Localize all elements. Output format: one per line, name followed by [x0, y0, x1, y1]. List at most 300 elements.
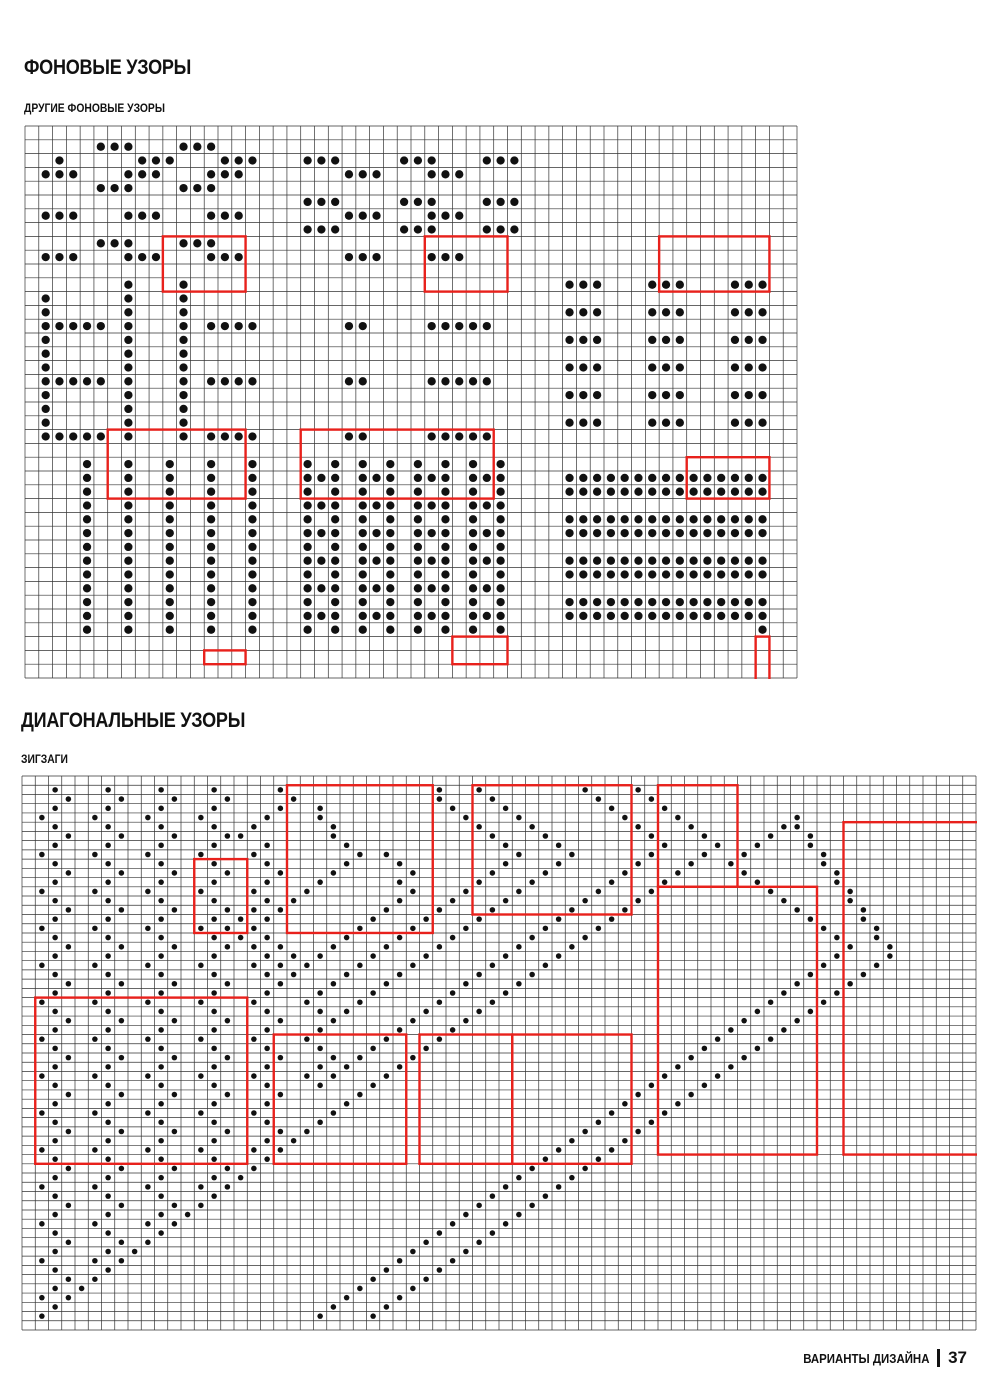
pattern-dot: [124, 515, 132, 523]
pattern-dot: [248, 377, 256, 385]
pattern-dot: [463, 1249, 469, 1255]
pattern-dot: [291, 796, 297, 802]
pattern-dot: [158, 879, 164, 885]
grid-lines: [25, 126, 797, 678]
pattern-dot: [414, 501, 422, 509]
pattern-dot: [225, 870, 231, 876]
pattern-dot: [39, 1110, 45, 1116]
pattern-dot: [251, 852, 257, 858]
pattern-dot: [702, 833, 708, 839]
pattern-dot: [455, 432, 463, 440]
pattern-dot: [172, 944, 178, 950]
pattern-dot: [483, 156, 491, 164]
pattern-dot: [437, 1267, 443, 1273]
pattern-dot: [386, 570, 394, 578]
pattern-dot: [703, 529, 711, 537]
pattern-dot: [42, 363, 50, 371]
pattern-dot: [397, 879, 403, 885]
pattern-dot: [483, 377, 491, 385]
pattern-dot: [166, 598, 174, 606]
pattern-dot: [490, 999, 496, 1005]
pattern-dot: [52, 1249, 58, 1255]
pattern-dot: [386, 543, 394, 551]
pattern-dot: [83, 626, 91, 634]
pattern-dot: [158, 1046, 164, 1052]
pattern-dot: [689, 488, 697, 496]
pattern-dot: [55, 432, 63, 440]
pattern-dot: [543, 1193, 549, 1199]
pattern-dot: [331, 944, 337, 950]
pattern-dot: [372, 170, 380, 178]
pattern-dot: [649, 796, 655, 802]
pattern-dot: [874, 935, 880, 941]
pattern-dot: [179, 281, 187, 289]
pattern-dot: [717, 474, 725, 482]
pattern-dot: [251, 907, 257, 913]
pattern-dot: [386, 612, 394, 620]
pattern-dot: [251, 1073, 257, 1079]
pattern-dot: [92, 999, 98, 1005]
pattern-dot: [543, 833, 549, 839]
pattern-dot: [359, 474, 367, 482]
pattern-dot: [264, 879, 270, 885]
pattern-dot: [211, 1101, 217, 1107]
pattern-dot: [264, 1009, 270, 1015]
pattern-dot: [331, 225, 339, 233]
pattern-dot: [731, 529, 739, 537]
pattern-dot: [441, 322, 449, 330]
pattern-dot: [516, 852, 522, 858]
pattern-dot: [662, 391, 670, 399]
pattern-dot: [428, 474, 436, 482]
pattern-dot: [758, 570, 766, 578]
pattern-dot: [251, 1166, 257, 1172]
pattern-dot: [119, 870, 125, 876]
pattern-dot: [345, 212, 353, 220]
pattern-dot: [211, 824, 217, 830]
pattern-dot: [593, 336, 601, 344]
pattern-dot: [758, 557, 766, 565]
pattern-dot: [52, 787, 58, 793]
pattern-dot: [166, 501, 174, 509]
pattern-dot: [607, 612, 615, 620]
pattern-dot: [414, 474, 422, 482]
pattern-dot: [428, 170, 436, 178]
pattern-dot: [331, 488, 339, 496]
pattern-dot: [105, 879, 111, 885]
pattern-dot: [676, 598, 684, 606]
pattern-dot: [110, 239, 118, 247]
pattern-dot: [331, 543, 339, 551]
pattern-dot: [83, 570, 91, 578]
pattern-dot: [386, 474, 394, 482]
pattern-dot: [317, 198, 325, 206]
pattern-dot: [410, 1249, 416, 1255]
pattern-dot: [384, 1304, 390, 1310]
pattern-dot: [450, 806, 456, 812]
pattern-dot: [609, 1110, 615, 1116]
pattern-dot: [556, 842, 562, 848]
pattern-dot: [441, 584, 449, 592]
pattern-dot: [808, 916, 814, 922]
pattern-dot: [579, 488, 587, 496]
pattern-dot: [359, 612, 367, 620]
pattern-dot: [198, 1036, 204, 1042]
pattern-dot: [251, 1036, 257, 1042]
pattern-dot: [834, 935, 840, 941]
pattern-dot: [179, 405, 187, 413]
pattern-dot: [225, 926, 231, 932]
pattern-dot: [370, 1276, 376, 1282]
pattern-dot: [579, 281, 587, 289]
pattern-dot: [124, 488, 132, 496]
pattern-dot: [235, 322, 243, 330]
pattern-dot: [622, 870, 628, 876]
pattern-dot: [758, 529, 766, 537]
pattern-dot: [662, 336, 670, 344]
pattern-dot: [105, 1046, 111, 1052]
pattern-dot: [235, 156, 243, 164]
pattern-dot: [503, 898, 509, 904]
pattern-dot: [821, 852, 827, 858]
pattern-dot: [248, 612, 256, 620]
pattern-dot: [39, 999, 45, 1005]
pattern-dot: [138, 170, 146, 178]
pattern-dot: [635, 824, 641, 830]
pattern-dot: [124, 460, 132, 468]
pattern-dot: [384, 944, 390, 950]
pattern-dot: [372, 557, 380, 565]
pattern-dot: [607, 529, 615, 537]
pattern-dot: [235, 377, 243, 385]
pattern-dot: [428, 584, 436, 592]
pattern-dot: [437, 999, 443, 1005]
pattern-dot: [66, 1166, 72, 1172]
pattern-dot: [648, 515, 656, 523]
pattern-dot: [304, 1129, 310, 1135]
pattern-dot: [469, 488, 477, 496]
pattern-dot: [66, 1240, 72, 1246]
pattern-dot: [794, 1018, 800, 1024]
pattern-dot: [662, 612, 670, 620]
pattern-dot: [132, 1249, 138, 1255]
pattern-dot: [55, 156, 63, 164]
pattern-dot: [235, 432, 243, 440]
pattern-dot: [145, 1036, 151, 1042]
pattern-dot: [386, 598, 394, 606]
pattern-dot: [179, 432, 187, 440]
pattern-dot: [414, 529, 422, 537]
pattern-dot: [635, 1092, 641, 1098]
pattern-dot: [410, 1018, 416, 1024]
pattern-dot: [372, 529, 380, 537]
pattern-dot: [278, 981, 284, 987]
pattern-dot: [278, 944, 284, 950]
pattern-dot: [359, 377, 367, 385]
pattern-dot: [579, 557, 587, 565]
pattern-dot: [105, 1027, 111, 1033]
pattern-dot: [428, 612, 436, 620]
pattern-dot: [105, 1138, 111, 1144]
pattern-dot: [317, 156, 325, 164]
pattern-dot: [649, 889, 655, 895]
pattern-dot: [731, 488, 739, 496]
pattern-dot: [52, 861, 58, 867]
pattern-dot: [428, 501, 436, 509]
pattern-dot: [119, 1129, 125, 1135]
pattern-dot: [317, 225, 325, 233]
pattern-dot: [124, 377, 132, 385]
pattern-dot: [303, 501, 311, 509]
pattern-dot: [92, 963, 98, 969]
pattern-dot: [469, 626, 477, 634]
pattern-dot: [414, 612, 422, 620]
pattern-dot: [105, 1249, 111, 1255]
pattern-dot: [344, 842, 350, 848]
pattern-dot: [469, 529, 477, 537]
pattern-dot: [569, 1138, 575, 1144]
pattern-dot: [42, 391, 50, 399]
pattern-dot: [166, 529, 174, 537]
pattern-dot: [124, 391, 132, 399]
pattern-dot: [410, 870, 416, 876]
pattern-dot: [124, 529, 132, 537]
pattern-dot: [410, 1286, 416, 1292]
pattern-dot: [172, 981, 178, 987]
pattern-repeat-box: [756, 637, 770, 679]
pattern-dot: [39, 1221, 45, 1227]
pattern-dot: [238, 1175, 244, 1181]
pattern-dot: [758, 598, 766, 606]
pattern-dot: [634, 598, 642, 606]
pattern-dot: [372, 501, 380, 509]
pattern-dot: [264, 861, 270, 867]
pattern-dot: [469, 322, 477, 330]
pattern-dot: [496, 198, 504, 206]
pattern-dot: [124, 474, 132, 482]
pattern-dot: [317, 879, 323, 885]
pattern-dot: [621, 488, 629, 496]
pattern-dot: [423, 1046, 429, 1052]
pattern-dot: [179, 184, 187, 192]
pattern-dot: [124, 419, 132, 427]
pattern-dot: [166, 543, 174, 551]
pattern-dot: [145, 1073, 151, 1079]
pattern-dot: [207, 543, 215, 551]
pattern-dot: [441, 488, 449, 496]
pattern-dot: [717, 570, 725, 578]
pattern-dot: [278, 1147, 284, 1153]
pattern-dot: [211, 916, 217, 922]
pattern-dot: [278, 870, 284, 876]
pattern-dot: [198, 815, 204, 821]
pattern-dot: [357, 1286, 363, 1292]
section-subtitle-zigzag: ЗИГЗАГИ: [21, 752, 68, 766]
pattern-dot: [634, 557, 642, 565]
pattern-dot: [278, 787, 284, 793]
pattern-dot: [55, 377, 63, 385]
pattern-dot: [414, 584, 422, 592]
pattern-dot: [207, 322, 215, 330]
pattern-dot: [303, 529, 311, 537]
pattern-dot: [69, 322, 77, 330]
pattern-dot: [634, 570, 642, 578]
pattern-dot: [152, 253, 160, 261]
pattern-dot: [441, 212, 449, 220]
pattern-dot: [483, 322, 491, 330]
pattern-dot: [496, 557, 504, 565]
pattern-dot: [662, 557, 670, 565]
pattern-dot: [450, 1027, 456, 1033]
pattern-dot: [291, 1138, 297, 1144]
pattern-dot: [441, 432, 449, 440]
pattern-dot: [662, 488, 670, 496]
section-subtitle-background: ДРУГИЕ ФОНОВЫЕ УЗОРЫ: [24, 101, 165, 115]
pattern-dot: [648, 570, 656, 578]
pattern-dot: [847, 889, 853, 895]
pattern-dot: [731, 515, 739, 523]
pattern-dot: [596, 889, 602, 895]
pattern-dot: [593, 488, 601, 496]
pattern-dot: [248, 557, 256, 565]
pattern-dot: [69, 212, 77, 220]
pattern-dot: [745, 488, 753, 496]
pattern-dot: [198, 1110, 204, 1116]
pattern-dot: [211, 806, 217, 812]
pattern-dot: [621, 598, 629, 606]
pattern-dot: [211, 787, 217, 793]
pattern-dot: [66, 796, 72, 802]
pattern-dot: [510, 156, 518, 164]
pattern-dot: [455, 377, 463, 385]
pattern-dot: [166, 626, 174, 634]
pattern-dot: [414, 225, 422, 233]
pattern-dot: [490, 1193, 496, 1199]
pattern-dot: [42, 350, 50, 358]
pattern-dot: [758, 308, 766, 316]
pattern-dot: [768, 1036, 774, 1042]
pattern-dot: [593, 515, 601, 523]
pattern-dot: [731, 557, 739, 565]
pattern-dot: [556, 1184, 562, 1190]
pattern-dot: [344, 972, 350, 978]
pattern-dot: [768, 889, 774, 895]
pattern-dot: [634, 529, 642, 537]
pattern-dot: [357, 1092, 363, 1098]
pattern-dot: [66, 1295, 72, 1301]
pattern-dot: [758, 626, 766, 634]
pattern-dot: [441, 501, 449, 509]
pattern-dot: [662, 1110, 668, 1116]
pattern-dot: [556, 916, 562, 922]
pattern-dot: [119, 1258, 125, 1264]
pattern-dot: [386, 584, 394, 592]
pattern-dot: [179, 239, 187, 247]
pattern-dot: [483, 225, 491, 233]
pattern-dot: [145, 1110, 151, 1116]
pattern-dot: [441, 543, 449, 551]
pattern-dot: [565, 419, 573, 427]
pattern-dot: [52, 1212, 58, 1218]
pattern-dot: [516, 1212, 522, 1218]
pattern-dot: [676, 308, 684, 316]
pattern-dot: [317, 1064, 323, 1070]
pattern-dot: [808, 972, 814, 978]
pattern-dot: [483, 432, 491, 440]
pattern-dot: [469, 432, 477, 440]
pattern-dot: [503, 1184, 509, 1190]
pattern-dot: [621, 557, 629, 565]
pattern-dot: [97, 184, 105, 192]
pattern-dot: [211, 1119, 217, 1125]
pattern-dot: [105, 1009, 111, 1015]
pattern-dot: [469, 377, 477, 385]
pattern-dot: [556, 1147, 562, 1153]
pattern-dot: [423, 953, 429, 959]
pattern-dot: [83, 501, 91, 509]
pattern-dot: [648, 308, 656, 316]
pattern-dot: [414, 198, 422, 206]
pattern-dot: [211, 1138, 217, 1144]
pattern-dot: [105, 898, 111, 904]
pattern-dot: [145, 1184, 151, 1190]
pattern-dot: [83, 584, 91, 592]
pattern-dot: [741, 852, 747, 858]
pattern-dot: [496, 543, 504, 551]
pattern-dot: [607, 557, 615, 565]
pattern-dot: [248, 543, 256, 551]
pattern-dot: [207, 501, 215, 509]
pattern-dot: [702, 1046, 708, 1052]
pattern-dot: [158, 1212, 164, 1218]
pattern-dot: [331, 1055, 337, 1061]
pattern-dot: [437, 1036, 443, 1042]
pattern-dot: [607, 598, 615, 606]
pattern-dot: [69, 432, 77, 440]
pattern-dot: [303, 488, 311, 496]
pattern-dot: [92, 1184, 98, 1190]
pattern-dot: [609, 1147, 615, 1153]
pattern-dot: [622, 815, 628, 821]
pattern-dot: [469, 501, 477, 509]
pattern-dot: [124, 626, 132, 634]
background-patterns-grid: [24, 125, 798, 679]
pattern-dot: [596, 796, 602, 802]
pattern-dot: [52, 1046, 58, 1052]
pattern-dot: [715, 1036, 721, 1042]
pattern-dot: [648, 612, 656, 620]
pattern-dot: [145, 1240, 151, 1246]
pattern-dot: [414, 626, 422, 634]
pattern-dot: [207, 143, 215, 151]
pattern-dot: [463, 1018, 469, 1024]
pattern-dot: [52, 935, 58, 941]
pattern-dot: [97, 239, 105, 247]
pattern-dot: [105, 787, 111, 793]
pattern-dot: [331, 598, 339, 606]
pattern-dot: [66, 1092, 72, 1098]
pattern-dot: [441, 515, 449, 523]
pattern-dot: [264, 1101, 270, 1107]
pattern-dot: [469, 515, 477, 523]
pattern-dot: [529, 935, 535, 941]
pattern-dot: [808, 833, 814, 839]
pattern-dot: [359, 515, 367, 523]
pattern-dot: [529, 879, 535, 885]
pattern-dot: [344, 1101, 350, 1107]
pattern-dot: [124, 184, 132, 192]
pattern-dot: [331, 474, 339, 482]
